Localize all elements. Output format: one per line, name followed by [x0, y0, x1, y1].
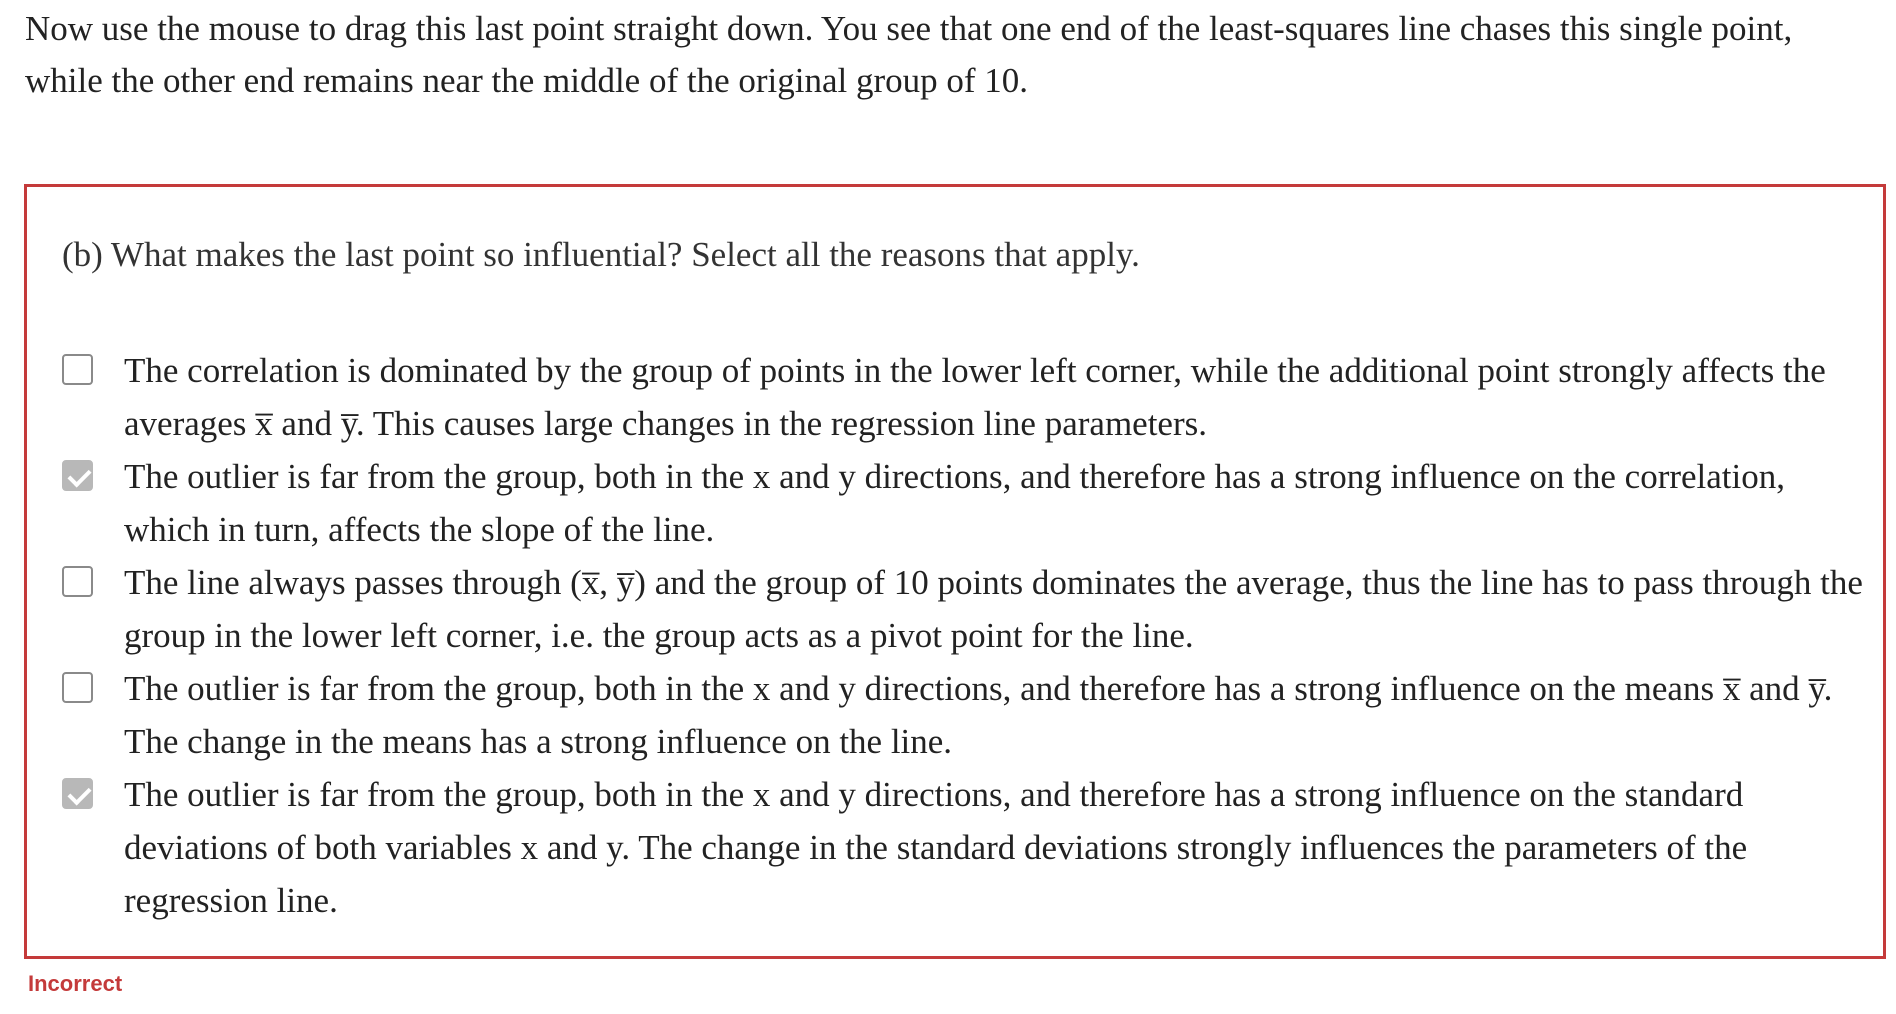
option-2[interactable] [62, 450, 1872, 556]
intro-line-2: while the other end remains near the middle of the original group of 10. [25, 61, 1029, 100]
option-5-text: The outlier is far from the group, both in the x and y directions, and therefore has a strong influence on the standard deviations of both variables x and y. The change in the standard deviations strongly influences the parameters of the regression line. [124, 775, 1748, 920]
check-icon [67, 781, 91, 805]
option-5-checkbox[interactable] [62, 778, 93, 809]
option-1-checkbox[interactable] [62, 354, 93, 385]
option-2-checkbox[interactable] [62, 460, 93, 491]
option-3-text: The line always passes through (x̅, y̅) and the group of 10 points dominates the average, thus the line has to pass through the group in the lower left corner, i.e. the group acts as a pivot point for the line. [124, 563, 1863, 655]
option-4-text: The outlier is far from the group, both in the x and y directions, and therefore has a strong influence on the means x̅ and y̅. The change in the means has a strong influence on the line. [124, 669, 1833, 761]
option-3-checkbox[interactable] [62, 566, 93, 597]
intro-text [25, 3, 1885, 107]
option-4-checkbox[interactable] [62, 672, 93, 703]
option-1-text: The correlation is dominated by the group of points in the lower left corner, while the additional point strongly affects the averages x̅ and y̅. This causes large changes in the regression line parameters. [124, 351, 1826, 443]
check-icon [67, 463, 91, 487]
question-prompt: (b) What makes the last point so influential? Select all the reasons that apply. [62, 235, 1140, 274]
options-list [62, 344, 1872, 927]
question-box [24, 184, 1886, 959]
feedback-status: Incorrect [28, 971, 123, 996]
option-1[interactable] [62, 344, 1872, 450]
option-4[interactable] [62, 662, 1872, 768]
option-2-text: The outlier is far from the group, both in the x and y directions, and therefore has a strong influence on the correlation, which in turn, affects the slope of the line. [124, 457, 1785, 549]
option-5[interactable] [62, 768, 1872, 927]
intro-line-1: Now use the mouse to drag this last point straight down. You see that one end of the least-squares line chases this single point, [25, 9, 1793, 48]
option-3[interactable] [62, 556, 1872, 662]
